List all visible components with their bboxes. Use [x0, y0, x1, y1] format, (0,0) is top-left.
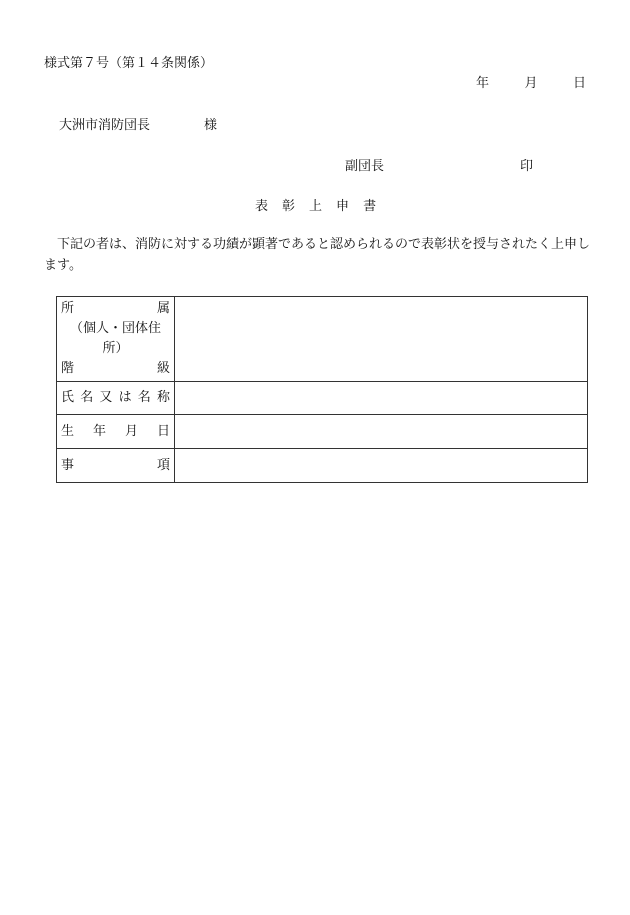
- birthdate-label-cell: [57, 415, 175, 449]
- label-char: 又: [99, 390, 113, 405]
- label-char: 階: [61, 361, 75, 376]
- title-char: 彰: [282, 199, 296, 214]
- date-line: [476, 72, 586, 91]
- label-char: 氏: [61, 390, 75, 405]
- info-table: [56, 296, 588, 483]
- rank-label: [61, 359, 170, 379]
- table-row-affiliation: [57, 297, 588, 382]
- title-char: 申: [336, 199, 350, 214]
- body-text: 下記の者は、消防に対する功績が顕著であると認められるので表彰状を授与されたく上申します。: [44, 237, 591, 273]
- form-number: 様式第７号（第１４条関係）: [44, 56, 214, 71]
- name-label: [57, 386, 174, 410]
- label-char: 日: [156, 423, 170, 439]
- name-label-cell: [57, 382, 175, 415]
- table-row-name: [57, 382, 588, 415]
- affiliation-label-cell: [57, 297, 175, 382]
- label-char: 年: [92, 423, 106, 439]
- addressee-honorific: 様: [204, 118, 218, 133]
- date-month-label: 月: [524, 76, 538, 91]
- label-char: 事: [61, 457, 75, 473]
- addressee-name: 大洲市消防団長: [59, 118, 151, 133]
- label-char: 月: [124, 423, 138, 439]
- label-char: 属: [156, 301, 170, 316]
- birthdate-label: [57, 420, 174, 444]
- affiliation-value-cell[interactable]: [175, 297, 588, 382]
- title-char: 書: [363, 199, 377, 214]
- birthdate-value-cell[interactable]: [175, 415, 588, 449]
- matter-value-cell[interactable]: [175, 449, 588, 483]
- sender-title: 副団長: [345, 159, 385, 174]
- affiliation-label: [61, 299, 170, 319]
- label-char: 名: [137, 390, 151, 405]
- table-row-matter: [57, 449, 588, 483]
- label-char: 項: [156, 457, 170, 473]
- document-title: [255, 195, 376, 214]
- name-value-cell[interactable]: [175, 382, 588, 415]
- label-char: は: [118, 390, 132, 405]
- label-char: 名: [80, 390, 94, 405]
- label-char: 生: [61, 423, 75, 439]
- date-year-label: 年: [476, 76, 490, 91]
- label-char: 称: [156, 390, 170, 405]
- title-char: 表: [255, 199, 269, 214]
- sender: [345, 155, 535, 174]
- label-char: 所: [61, 301, 75, 316]
- matter-label: [57, 454, 174, 478]
- addressee: [59, 114, 217, 133]
- table-row-birthdate: [57, 415, 588, 449]
- title-char: 上: [309, 199, 323, 214]
- address-label: （個人・団体住所）: [69, 321, 161, 356]
- date-day-label: 日: [572, 76, 586, 91]
- seal-mark: 印: [520, 159, 534, 174]
- label-char: 級: [156, 361, 170, 376]
- matter-label-cell: [57, 449, 175, 483]
